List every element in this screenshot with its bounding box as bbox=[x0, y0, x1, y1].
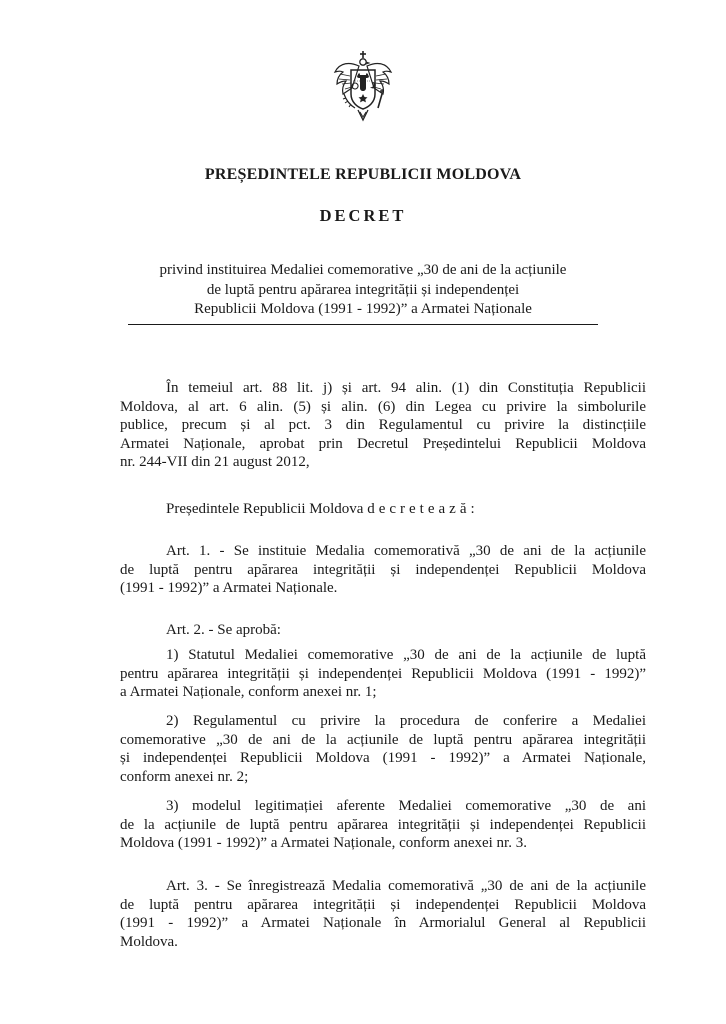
text-line: Art. 1. - Se instituie Medalia comemorativă „30 de ani de la acțiunile bbox=[166, 543, 646, 559]
text-line: a Armatei Naționale, conform anexei nr. 1; bbox=[120, 684, 377, 700]
article-3 bbox=[120, 877, 646, 951]
text-line: de la acțiunile de luptă pentru apărarea integrității și independenței Republicii bbox=[120, 816, 646, 833]
text-line: 3) modelul legitimației aferente Medaliei comemorative „30 de ani bbox=[166, 798, 646, 814]
text-line: publice, precum și al pct. 3 din Regulamentul cu privire la distincțiile bbox=[120, 417, 646, 433]
text-line: Armatei Naționale, aprobat prin Decretul Președintelui Republicii Moldova bbox=[120, 435, 646, 452]
article-1 bbox=[120, 542, 646, 598]
text-line: pentru apărarea integrității și independenței Republicii Moldova (1991 - 1992)” bbox=[120, 665, 646, 682]
issuing-authority: PREȘEDINTELE REPUBLICII MOLDOVA bbox=[204, 166, 522, 183]
text-line: comemorative „30 de ani de la acțiunile de luptă pentru apărarea integrității bbox=[120, 731, 646, 748]
coat-of-arms-emblem bbox=[332, 50, 394, 122]
text-line: 2) Regulamentul cu privire la procedura de conferire a Medaliei bbox=[166, 713, 646, 729]
document-type: DECRET bbox=[319, 206, 407, 225]
text-line: 1) Statutul Medaliei comemorative „30 de ani de la acțiunile de luptă bbox=[166, 647, 646, 663]
article-2-item-1 bbox=[120, 646, 646, 702]
decree-intro bbox=[120, 500, 646, 519]
text-line: (1991 - 1992)” a Armatei Naționale. bbox=[120, 580, 338, 596]
text-line: Art. 3. - Se înregistrează Medalia comemorativă „30 de ani de la acțiunile bbox=[166, 878, 646, 894]
text-line: Moldova (1991 - 1992)” a Armatei Naționale, conform anexei nr. 3. bbox=[120, 835, 527, 851]
subject-underline bbox=[128, 324, 598, 325]
text-line: Moldova. bbox=[120, 933, 178, 950]
text-line: (1991 - 1992)” a Armatei Naționale în Armorialul General al Republicii bbox=[120, 915, 646, 931]
text-line: Moldova, al art. 6 alin. (5) și alin. (6) din Legea cu privire la simbolurile bbox=[120, 398, 646, 415]
article-2-title: Art. 2. - Se aprobă: bbox=[166, 622, 281, 638]
text-line: și independenței Republicii Moldova (1991 - 1992)” a Armatei Naționale, bbox=[120, 750, 646, 766]
article-2-item-3 bbox=[120, 797, 646, 853]
subject-line: Republicii Moldova (1991 - 1992)” a Armatei Naționale bbox=[194, 301, 532, 317]
preamble-paragraph bbox=[120, 379, 646, 472]
text-line: În temeiul art. 88 lit. j) și art. 94 alin. (1) din Constituția Republicii bbox=[166, 380, 646, 396]
decree-verb: decretează: bbox=[367, 501, 479, 517]
text-line: de luptă pentru apărarea integrității și independenței Republicii Moldova bbox=[120, 561, 646, 578]
text-line: conform anexei nr. 2; bbox=[120, 768, 249, 785]
text-line: nr. 244-VII din 21 august 2012, bbox=[120, 454, 310, 470]
text-line: de luptă pentru apărarea integrității și independenței Republicii Moldova bbox=[120, 896, 646, 913]
decree-intro-prefix: Președintele Republicii Moldova bbox=[166, 501, 368, 517]
subject-line: privind instituirea Medaliei comemorative „30 de ani de la acțiunile bbox=[159, 262, 567, 278]
article-2-item-2 bbox=[120, 712, 646, 786]
subject-line: de luptă pentru apărarea integrității și independenței bbox=[206, 281, 520, 298]
decree-subject bbox=[120, 261, 606, 320]
